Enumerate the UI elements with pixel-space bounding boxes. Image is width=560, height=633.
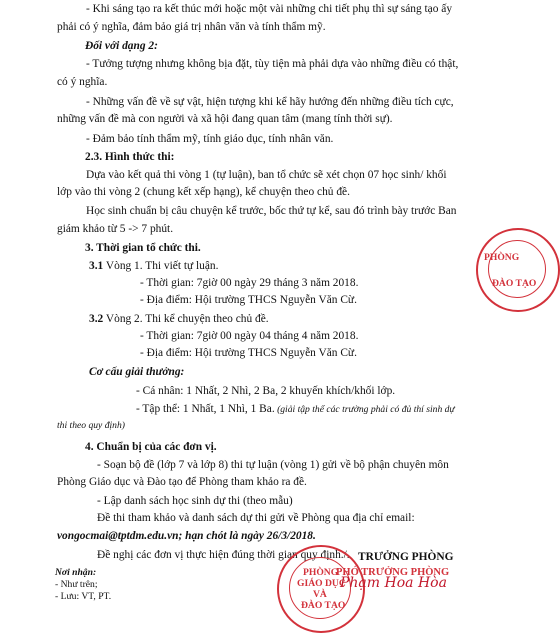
text-line: - Soạn bộ đề (lớp 7 và lớp 8) thi tự luận (vòng 1) gửi về bộ phận chuyên môn xyxy=(97,459,449,471)
text-line: - Đảm bảo tính thẩm mỹ, tính giáo dục, tính nhân văn. xyxy=(86,133,334,145)
text-line: Đề nghị các đơn vị thực hiện đúng thời gian quy định./. xyxy=(97,549,350,561)
text-line: Học sinh chuẩn bị câu chuyện kể trước, bốc thứ tự kể, sau đó trình bày trước Ban xyxy=(86,205,457,217)
section-heading: 2.3. Hình thức thi: xyxy=(85,151,175,163)
text-line: có ý nghĩa. xyxy=(57,76,108,88)
signature-subtitle: PHÓ TRƯỞNG PHÒNG xyxy=(336,567,450,578)
section-subheading: Cơ cấu giải thưởng: xyxy=(89,366,185,378)
text-line: lớp vào thi vòng 2 (chung kết xếp hạng), kể chuyện theo chủ đề. xyxy=(57,186,350,198)
email-link[interactable]: vongocmai@tptdm.edu.vn xyxy=(57,530,179,542)
official-seal: PHÒNG GIÁO DỤC VÀ ĐÀO TẠO xyxy=(277,545,365,633)
text-line: - Thời gian: 7giờ 00 ngày 04 tháng 4 năm 2018. xyxy=(140,330,359,342)
signer-name: Phạm Hoa Hòa xyxy=(340,575,447,591)
section-heading: 3. Thời gian tổ chức thi. xyxy=(85,242,201,254)
text-line: Dựa vào kết quả thi vòng 1 (tự luận), ban tổ chức sẽ xét chọn 07 học sinh/ khối xyxy=(86,169,447,181)
email-line: vongocmai@tptdm.edu.vn; hạn chót là ngày 26/3/2018. xyxy=(57,530,316,542)
text-line: những vấn đề mà con người và xã hội đang quan tâm (mang tính thời sự). xyxy=(57,113,393,125)
stamp-edge: PHÒNG ĐÀO TẠO xyxy=(476,228,560,312)
text-line: Phòng Giáo dục và Đào tạo để Phòng tham khảo ra đề. xyxy=(57,476,307,488)
prize-collective: - Tập thể: 1 Nhất, 1 Nhì, 1 Ba. (giải tập thể các trường phải có đủ thí sinh dự xyxy=(136,403,455,415)
text-line: - Thời gian: 7giờ 00 ngày 29 tháng 3 năm 2018. xyxy=(140,277,359,289)
text-line: - Địa điểm: Hội trường THCS Nguyễn Văn Cừ. xyxy=(140,294,357,306)
round-2-title: 3.2 Vòng 2. Thi kể chuyện theo chủ đề. xyxy=(89,313,269,325)
signature-title: TRƯỞNG PHÒNG xyxy=(358,551,454,563)
text-line: - Tưởng tượng nhưng không bịa đặt, tùy tiện mà phải dựa vào những điều có thật, xyxy=(86,58,459,70)
text-line: - Lập danh sách học sinh dự thi (theo mẫu) xyxy=(97,495,293,507)
section-subheading: Đối với dạng 2: xyxy=(85,40,158,52)
recipient-item: - Như trên; xyxy=(55,579,98,590)
text-line: phải có ý nghĩa, đảm bảo giá trị nhân văn và tính thẩm mỹ. xyxy=(57,21,326,33)
recipients-heading: Nơi nhận: xyxy=(55,567,97,578)
text-line: thi theo quy định) xyxy=(57,420,125,431)
recipient-item: - Lưu: VT, PT. xyxy=(55,591,112,602)
text-line: - Cá nhân: 1 Nhất, 2 Nhì, 2 Ba, 2 khuyến khích/khối lớp. xyxy=(136,385,396,397)
text-line: - Khi sáng tạo ra kết thúc mới hoặc một vài những chi tiết phụ thì sự sáng tạo ấy xyxy=(86,3,453,15)
text-line: - Những vấn đề về sự vật, hiện tượng khi kể hãy hướng đến những điều tích cực, xyxy=(86,96,454,108)
round-1-title: 3.1 Vòng 1. Thi viết tự luận. xyxy=(89,260,219,272)
text-line: - Địa điểm: Hội trường THCS Nguyễn Văn Cừ. xyxy=(140,347,357,359)
text-line: Đề thi tham khảo và danh sách dự thi gửi về Phòng qua địa chỉ email: xyxy=(97,512,415,524)
text-line: giám khảo từ 5 -> 7 phút. xyxy=(57,223,174,235)
section-heading: 4. Chuẩn bị của các đơn vị. xyxy=(85,441,217,453)
